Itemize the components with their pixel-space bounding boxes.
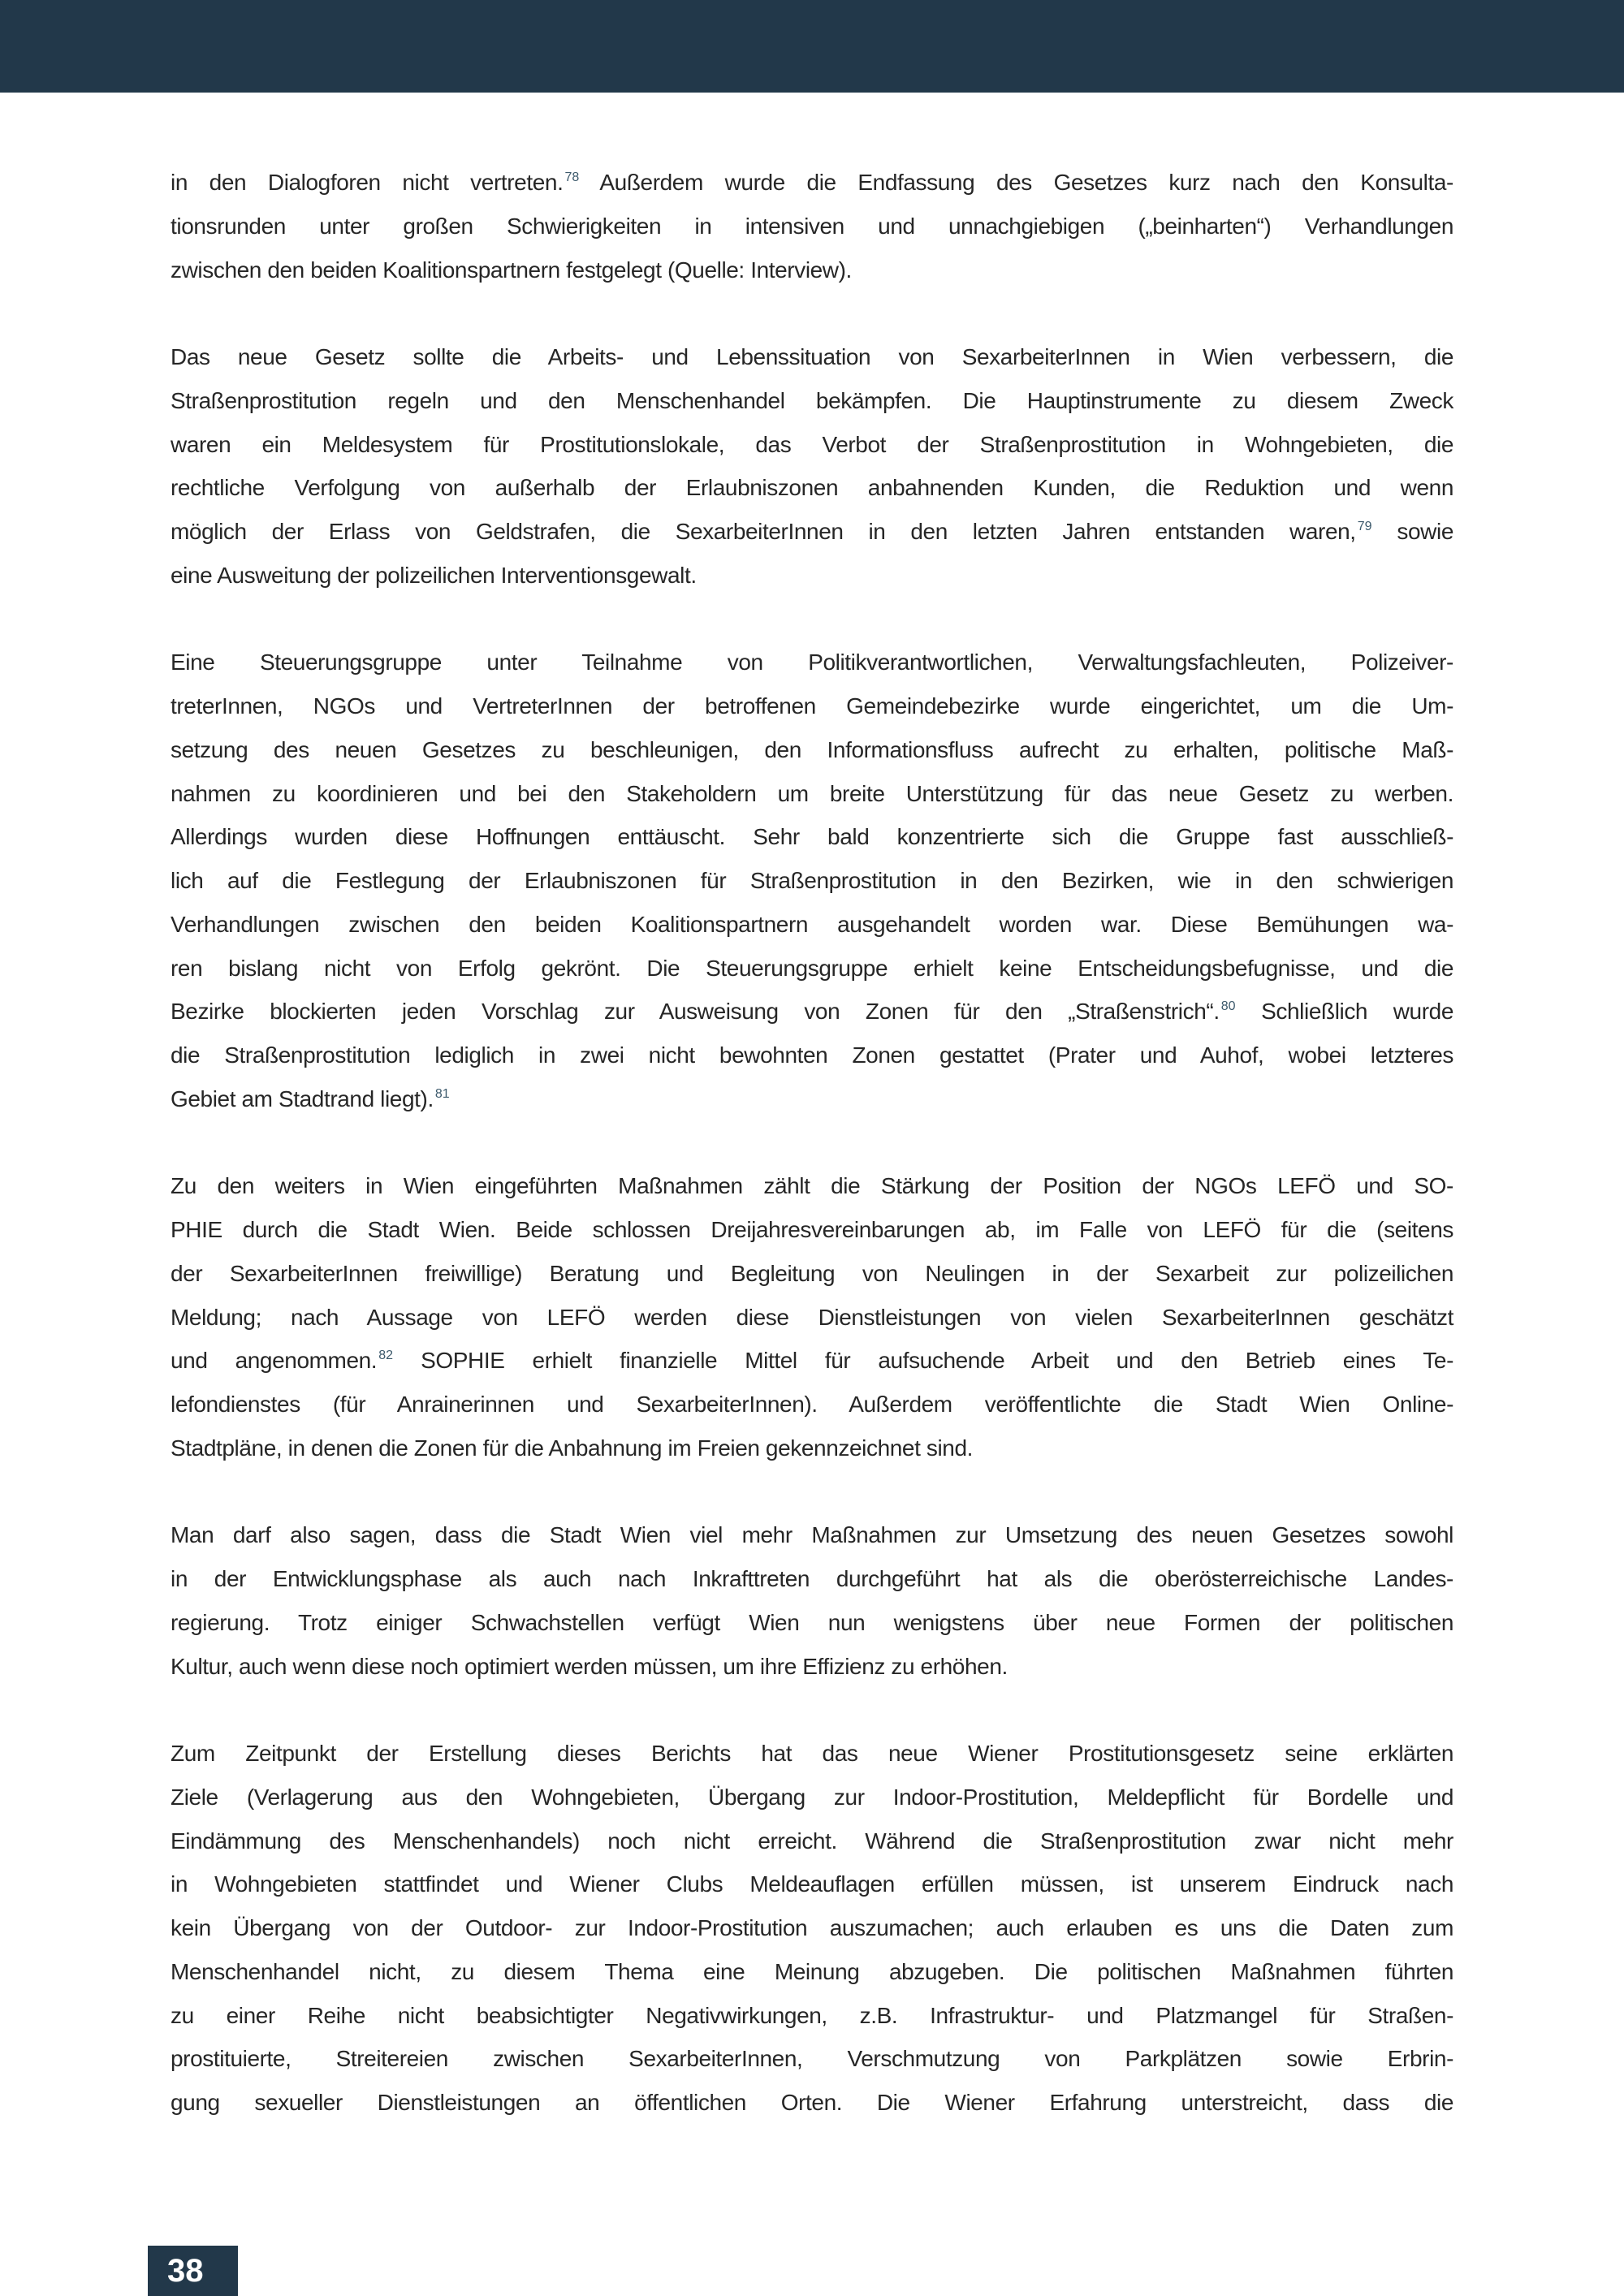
text-segment: Eindämmung des Menschenhandels) noch nicht erreicht. Während die Straßenprostitution zwar nicht mehr (171, 1828, 1453, 1854)
text-line (171, 466, 1453, 510)
text-segment: Menschenhandel nicht, zu diesem Thema eine Meinung abzugeben. Die politischen Maßnahmen führten (171, 1958, 1453, 1984)
text-line (171, 161, 1453, 205)
text-line (171, 1164, 1453, 1208)
paragraph-spacer (171, 1470, 1453, 1514)
text-line (171, 859, 1453, 903)
text-segment: lefondienstes (für Anrainerinnen und SexarbeiterInnen). Außerdem veröffentlichte die Stadt Wien Online- (171, 1392, 1453, 1417)
text-line (171, 1862, 1453, 1906)
paragraph (171, 1513, 1453, 1688)
text-segment: Kultur, auch wenn diese noch optimiert werden müssen, um ihre Effizienz zu erhöhen. (171, 1653, 1008, 1679)
text-segment: regierung. Trotz einiger Schwachstellen verfügt Wien nun wenigstens über neue Formen der politischen (171, 1609, 1453, 1635)
text-segment: setzung des neuen Gesetzes zu beschleunigen, den Informationsfluss aufrecht zu erhalten, politische Maß- (171, 736, 1453, 762)
text-segment: Man darf also sagen, dass die Stadt Wien viel mehr Maßnahmen zur Umsetzung des neuen Gesetzes sowohl (171, 1522, 1453, 1548)
text-line (171, 641, 1453, 684)
text-line (171, 423, 1453, 467)
text-line (171, 1034, 1453, 1077)
text-line (171, 1645, 1453, 1689)
text-line (171, 205, 1453, 248)
text-line (171, 903, 1453, 947)
text-line (171, 248, 1453, 292)
paragraph (171, 1164, 1453, 1470)
text-line (171, 1819, 1453, 1863)
text-line (171, 1339, 1453, 1383)
text-segment: und angenommen. (171, 1348, 378, 1374)
text-segment: sowie (1371, 519, 1453, 544)
text-line (171, 1383, 1453, 1426)
text-segment: Meldung; nach Aussage von LEFÖ werden diese Dienstleistungen von vielen SexarbeiterInnen geschätzt (171, 1304, 1453, 1330)
text-segment: in den Dialogforen nicht vertreten. (171, 170, 564, 195)
text-segment: in Wohngebieten stattfindet und Wiener Clubs Meldeauflagen erfüllen müssen, ist unserem Eindruck nach (171, 1871, 1453, 1897)
text-segment: Verhandlungen zwischen den beiden Koalitionspartnern ausgehandelt worden war. Diese Bemühungen wa- (171, 911, 1453, 937)
text-segment: Bezirke blockierten jeden Vorschlag zur Ausweisung von Zonen für den „Straßenstrich“. (171, 999, 1220, 1025)
text-segment: die Straßenprostitution lediglich in zwei nicht bewohnten Zonen gestattet (Prater und Auhof, wobei letzteres (171, 1042, 1453, 1068)
text-segment: Schließlich wurde (1235, 999, 1453, 1025)
footnote-ref: 79 (1357, 520, 1372, 533)
text-line (171, 1296, 1453, 1340)
text-segment: der SexarbeiterInnen freiwillige) Beratung und Begleitung von Neulingen in der Sexarbeit zur polizeilichen (171, 1260, 1453, 1286)
body-text (171, 161, 1453, 2125)
paragraph-spacer (171, 291, 1453, 335)
text-line (171, 1732, 1453, 1776)
paragraph (171, 161, 1453, 291)
text-line (171, 728, 1453, 772)
text-segment: Stadtpläne, in denen die Zonen für die Anbahnung im Freien gekennzeichnet sind. (171, 1435, 974, 1461)
text-segment: kein Übergang von der Outdoor- zur Indoor-Prostitution auszumachen; auch erlauben es uns die Daten zum (171, 1915, 1453, 1940)
text-segment: Eine Steuerungsgruppe unter Teilnahme von Politikverantwortlichen, Verwaltungsfachleuten, Polizeiver- (171, 650, 1453, 675)
text-line (171, 1557, 1453, 1601)
text-segment: zwischen den beiden Koalitionspartnern festgelegt (Quelle: Interview). (171, 257, 852, 283)
text-line (171, 772, 1453, 816)
paragraph-spacer (171, 1121, 1453, 1165)
text-segment: in der Entwicklungsphase als auch nach Inkrafttreten durchgeführt hat als die oberösterreichische Landes- (171, 1566, 1453, 1591)
text-segment: treterInnen, NGOs und VertreterInnen der betroffenen Gemeindebezirke wurde eingerichtet, um die Um- (171, 693, 1453, 719)
text-segment: PHIE durch die Stadt Wien. Beide schlossen Dreijahresvereinbarungen ab, im Falle von LEFÖ für die (seitens (171, 1217, 1453, 1242)
text-segment: Das neue Gesetz sollte die Arbeits- und Lebenssituation von SexarbeiterInnen in Wien verbessern, die (171, 344, 1453, 369)
text-line (171, 510, 1453, 554)
text-segment: gung sexueller Dienstleistungen an öffentlichen Orten. Die Wiener Erfahrung unterstreicht, dass die (171, 2090, 1453, 2115)
text-line (171, 1513, 1453, 1557)
footnote-ref: 78 (564, 170, 580, 184)
text-line (171, 1906, 1453, 1950)
text-line (171, 815, 1453, 859)
footnote-ref: 81 (434, 1086, 450, 1101)
text-line (171, 1208, 1453, 1252)
text-line (171, 1776, 1453, 1819)
text-segment: prostituierte, Streitereien zwischen SexarbeiterInnen, Verschmutzung von Parkplätzen sowie Erbrin- (171, 2046, 1453, 2072)
text-segment: zu einer Reihe nicht beabsichtigter Negativwirkungen, z.B. Infrastruktur- und Platzmangel für Straßen- (171, 2002, 1453, 2028)
text-line (171, 1994, 1453, 2038)
text-segment: Straßenprostitution regeln und den Menschenhandel bekämpfen. Die Hauptinstrumente zu diesem Zweck (171, 387, 1453, 413)
text-segment: lich auf die Festlegung der Erlaubniszonen für Straßenprostitution in den Bezirken, wie in den schwierigen (171, 868, 1453, 893)
text-line (171, 2037, 1453, 2081)
text-segment: nahmen zu koordinieren und bei den Stakeholdern um breite Unterstützung für das neue Gesetz zu werben. (171, 780, 1453, 806)
text-segment: Zu den weiters in Wien eingeführten Maßnahmen zählt die Stärkung der Position der NGOs LEFÖ und SO- (171, 1173, 1453, 1199)
text-segment: waren ein Meldesystem für Prostitutionslokale, das Verbot der Straßenprostitution in Wohngebieten, die (171, 431, 1453, 457)
text-segment: SOPHIE erhielt finanzielle Mittel für aufsuchende Arbeit und den Betrieb eines Te- (393, 1348, 1453, 1374)
footnote-ref: 82 (378, 1349, 393, 1363)
text-line (171, 1426, 1453, 1470)
text-line (171, 2081, 1453, 2125)
text-segment: ren bislang nicht von Erfolg gekrönt. Die Steuerungsgruppe erhielt keine Entscheidungsbefugnisse, und die (171, 955, 1453, 981)
text-segment: tionsrunden unter großen Schwierigkeiten in intensiven und unnachgiebigen („beinharten“) Verhandlungen (171, 213, 1453, 239)
paragraph-spacer (171, 1688, 1453, 1732)
text-line (171, 684, 1453, 728)
text-segment: Gebiet am Stadtrand liegt). (171, 1085, 434, 1111)
page-number: 38 (148, 2246, 238, 2296)
paragraph (171, 1732, 1453, 2125)
text-line (171, 1252, 1453, 1296)
footnote-ref: 80 (1220, 999, 1236, 1014)
text-line (171, 990, 1453, 1034)
header-bar (0, 0, 1624, 93)
text-line (171, 1077, 1453, 1121)
text-line (171, 947, 1453, 990)
text-segment: möglich der Erlass von Geldstrafen, die SexarbeiterInnen in den letzten Jahren entstanden waren, (171, 519, 1356, 544)
text-segment: Ziele (Verlagerung aus den Wohngebieten, Übergang zur Indoor-Prostitution, Meldepflicht für Bordelle und (171, 1784, 1453, 1810)
text-segment: rechtliche Verfolgung von außerhalb der Erlaubniszonen anbahnenden Kunden, die Reduktion und wenn (171, 475, 1453, 501)
text-segment: eine Ausweitung der polizeilichen Interventionsgewalt. (171, 562, 697, 588)
text-segment: Zum Zeitpunkt der Erstellung dieses Berichts hat das neue Wiener Prostitutionsgesetz seine erklärten (171, 1741, 1453, 1766)
text-segment: Allerdings wurden diese Hoffnungen enttäuscht. Sehr bald konzentrierte sich die Gruppe fast ausschließ- (171, 824, 1453, 850)
text-line (171, 1950, 1453, 1994)
text-line (171, 1601, 1453, 1645)
text-segment: Außerdem wurde die Endfassung des Gesetzes kurz nach den Konsulta- (579, 170, 1453, 195)
text-line (171, 379, 1453, 423)
paragraph (171, 641, 1453, 1120)
text-line (171, 335, 1453, 379)
paragraph-spacer (171, 598, 1453, 641)
paragraph (171, 335, 1453, 598)
text-line (171, 554, 1453, 598)
